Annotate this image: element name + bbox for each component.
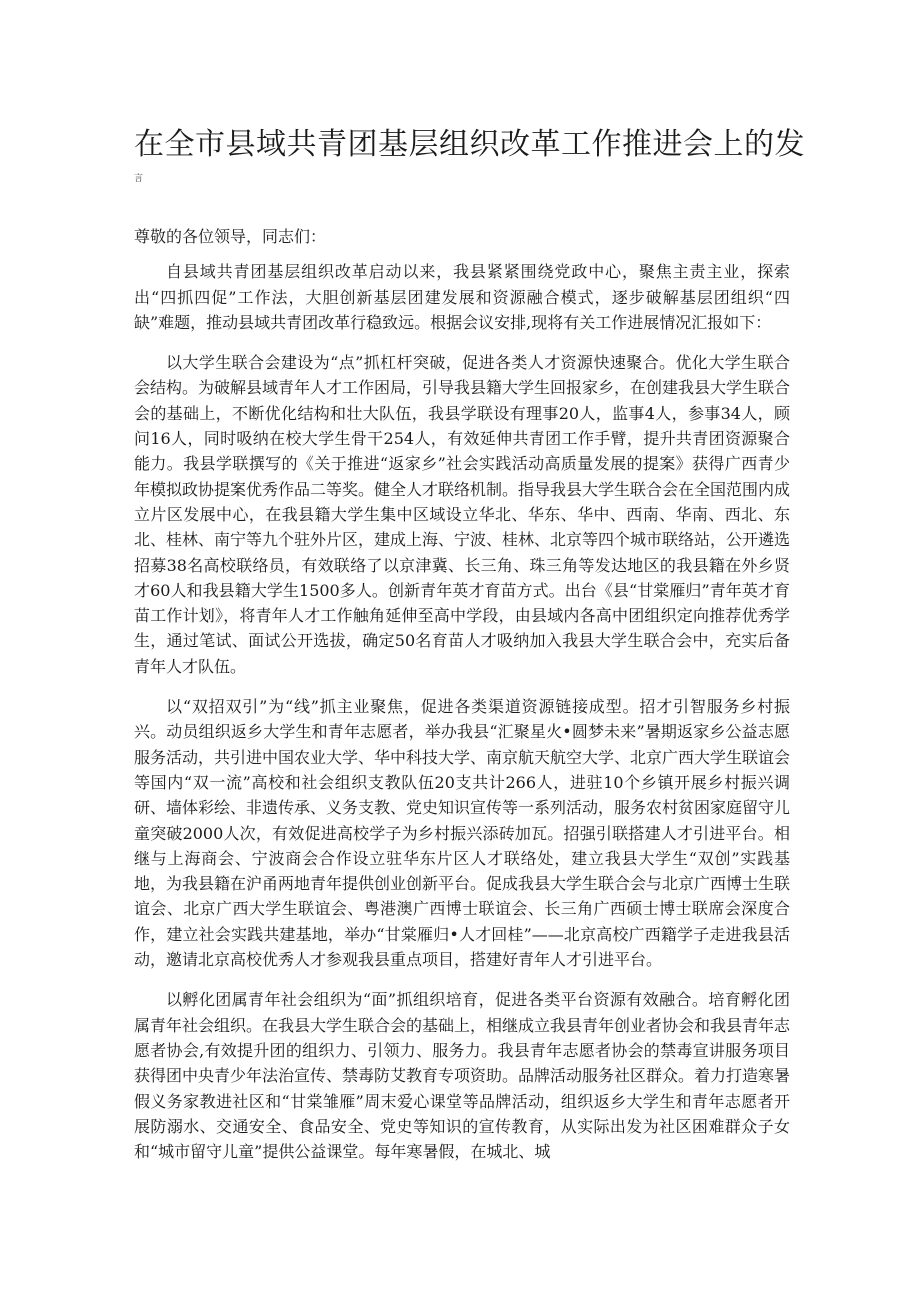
document-title: 在全市县域共青团基层组织改革工作推进会上的发 — [134, 127, 805, 162]
document-body — [134, 224, 790, 1179]
salutation: 尊敬的各位领导，同志们： — [134, 227, 327, 246]
paragraph-intro: 自县域共青团基层组织改革启动以来，我县紧紧围绕党政中心，聚焦主责主业，探索出“四抓四促”工作法，大胆创新基层团建发展和资源融合模式，逐步破解基层团组织“四缺”难题，推动县域共青团改革行稳致远。根据会议安排,现将有关工作进展情况汇报如下： — [134, 262, 790, 332]
paragraph-surface: 以孵化团属青年社会组织为“面”抓组织培育，促进各类平台资源有效融合。培育孵化团属青年社会组织。在我县大学生联合会的基础上，相继成立我县青年创业者协会和我县青年志愿者协会,有效提升团的组织力、引领力、服务力。我县青年志愿者协会的禁毒宣讲服务项目获得团中央青少年法治宣传、禁毒防艾教育专项资助。品牌活动服务社区群众。着力打造寒暑假义务家教进社区和“甘棠雏雁”周末爱心课堂等品牌活动，组织返乡大学生和青年志愿者开展防溺水、交通安全、食品安全、党史等知识的宣传教育，从实际出发为社区困难群众子女和“城市留守儿童”提供公益课堂。每年寒暑假，在城北、城 — [134, 990, 791, 1162]
document-title-continuation: 言 — [134, 174, 144, 184]
paragraph-point: 以大学生联合会建设为“点”抓杠杆突破，促进各类人才资源快速聚合。优化大学生联合会结构。为破解县域青年人才工作困局，引导我县籍大学生回报家乡，在创建我县大学生联合会的基础上，不断优化结构和壮大队伍，我县学联设有理事20人，监事4人，参事34人，顾问16人，同时吸纳在校大学生骨干254人，有效延伸共青团工作手臂，提升共青团资源聚合能力。我县学联撰写的《关于推进“返家乡”社会实践活动高质量发展的提案》获得广西青少年模拟政协提案优秀作品二等奖。健全人才联络机制。指导我县大学生联合会在全国范围内成立片区发展中心，在我县籍大学生集中区域设立华北、华东、华中、西南、华南、西北、东北、桂林、南宁等九个驻外片区，建成上海、宁波、桂林、北京等四个城市联络站，公开遴选招募38名高校联络员，有效联络了以京津冀、长三角、珠三角等发达地区的我县籍在外乡贤才60人和我县籍大学生1500多人。创新青年英才育苗方式。出台《县“甘棠雁归”青年英才育苗工作计划》，将青年人才工作触角延伸至高中学段，由县域内各高中团组织定向推荐优秀学生，通过笔试、面试公开选拔，确定50名育苗人才吸纳加入我县大学生联合会中，充实后备青年人才队伍。 — [134, 353, 791, 676]
paragraph-line: 以“双招双引”为“线”抓主业聚焦，促进各类渠道资源链接成型。招才引智服务乡村振兴。动员组织返乡大学生和青年志愿者，举办我县“汇聚星火•圆梦未来”暑期返家乡公益志愿服务活动，共引进中国农业大学、华中科技大学、南京航天航空大学、北京广西大学生联谊会等国内“双一流”高校和社会组织支教队伍20支共计266人，进驻10个乡镇开展乡村振兴调研、墙体彩绘、非遗传承、义务支教、党史知识宣传等一系列活动，服务农村贫困家庭留守儿童突破2000人次，有效促进高校学子为乡村振兴添砖加瓦。招强引联搭建人才引进平台。相继与上海商会、宁波商会合作设立驻华东片区人才联络处，建立我县大学生“双创”实践基地，为我县籍在沪甬两地青年提供创业创新平台。促成我县大学生联合会与北京广西博士生联谊会、北京广西大学生联谊会、粤港澳广西博士联谊会、长三角广西硕士博士联席会深度合作，建立社会实践共建基地，举办“甘棠雁归•人才回桂”——北京高校广西籍学子走进我县活动，邀请北京高校优秀人才参观我县重点项目，搭建好青年人才引进平台。 — [134, 697, 791, 970]
